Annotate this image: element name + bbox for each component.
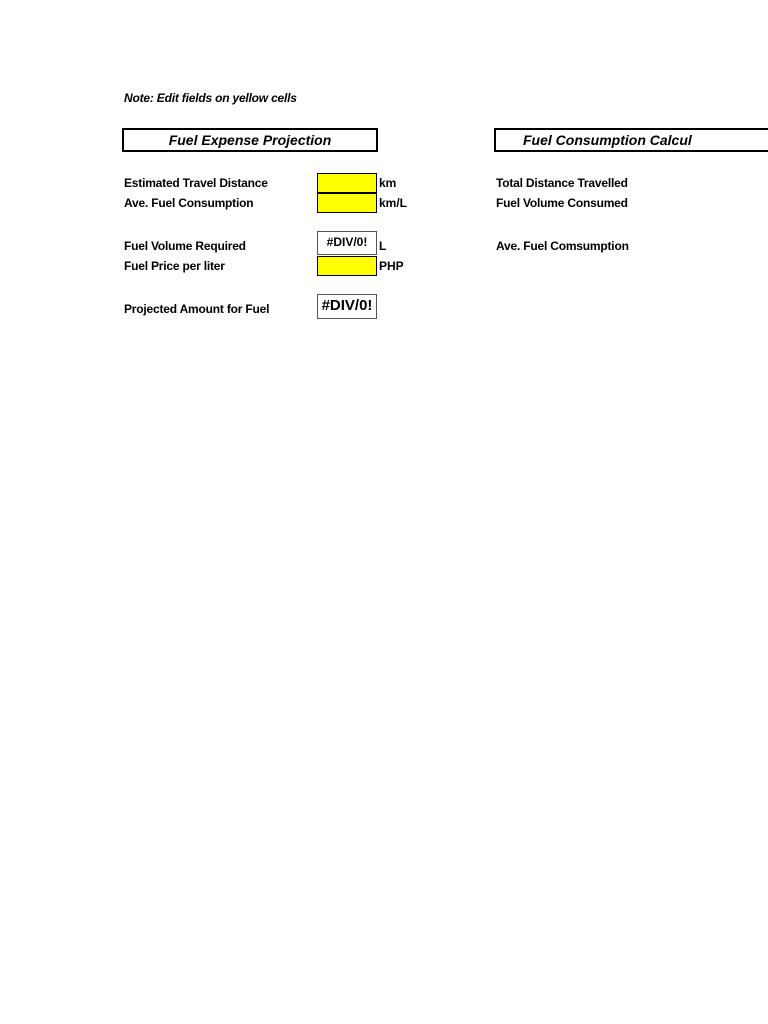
edit-note: Note: Edit fields on yellow cells — [124, 91, 297, 105]
ave-fuel-consumption-label: Ave. Fuel Consumption — [124, 196, 254, 210]
consumption-unit: km/L — [379, 196, 408, 210]
distance-unit: km — [379, 176, 397, 190]
ave-fuel-consumption-input[interactable] — [317, 193, 377, 213]
total-distance-travelled-label: Total Distance Travelled — [496, 176, 628, 190]
fuel-consumption-calculator-title: Fuel Consumption Calcul — [494, 128, 768, 152]
estimated-travel-distance-input[interactable] — [317, 173, 377, 193]
fuel-volume-required-result: #DIV/0! — [317, 231, 377, 255]
volume-unit: L — [379, 239, 387, 253]
projected-amount-for-fuel-result: #DIV/0! — [317, 294, 377, 319]
fuel-price-per-liter-label: Fuel Price per liter — [124, 259, 225, 273]
price-unit: PHP — [379, 259, 404, 273]
estimated-travel-distance-label: Estimated Travel Distance — [124, 176, 268, 190]
projected-amount-for-fuel-label: Projected Amount for Fuel — [124, 302, 270, 316]
fuel-volume-required-label: Fuel Volume Required — [124, 239, 246, 253]
ave-fuel-consumption-calc-label: Ave. Fuel Comsumption — [496, 239, 629, 253]
fuel-price-per-liter-input[interactable] — [317, 256, 377, 276]
fuel-expense-projection-title: Fuel Expense Projection — [122, 128, 378, 152]
fuel-volume-consumed-label: Fuel Volume Consumed — [496, 196, 628, 210]
